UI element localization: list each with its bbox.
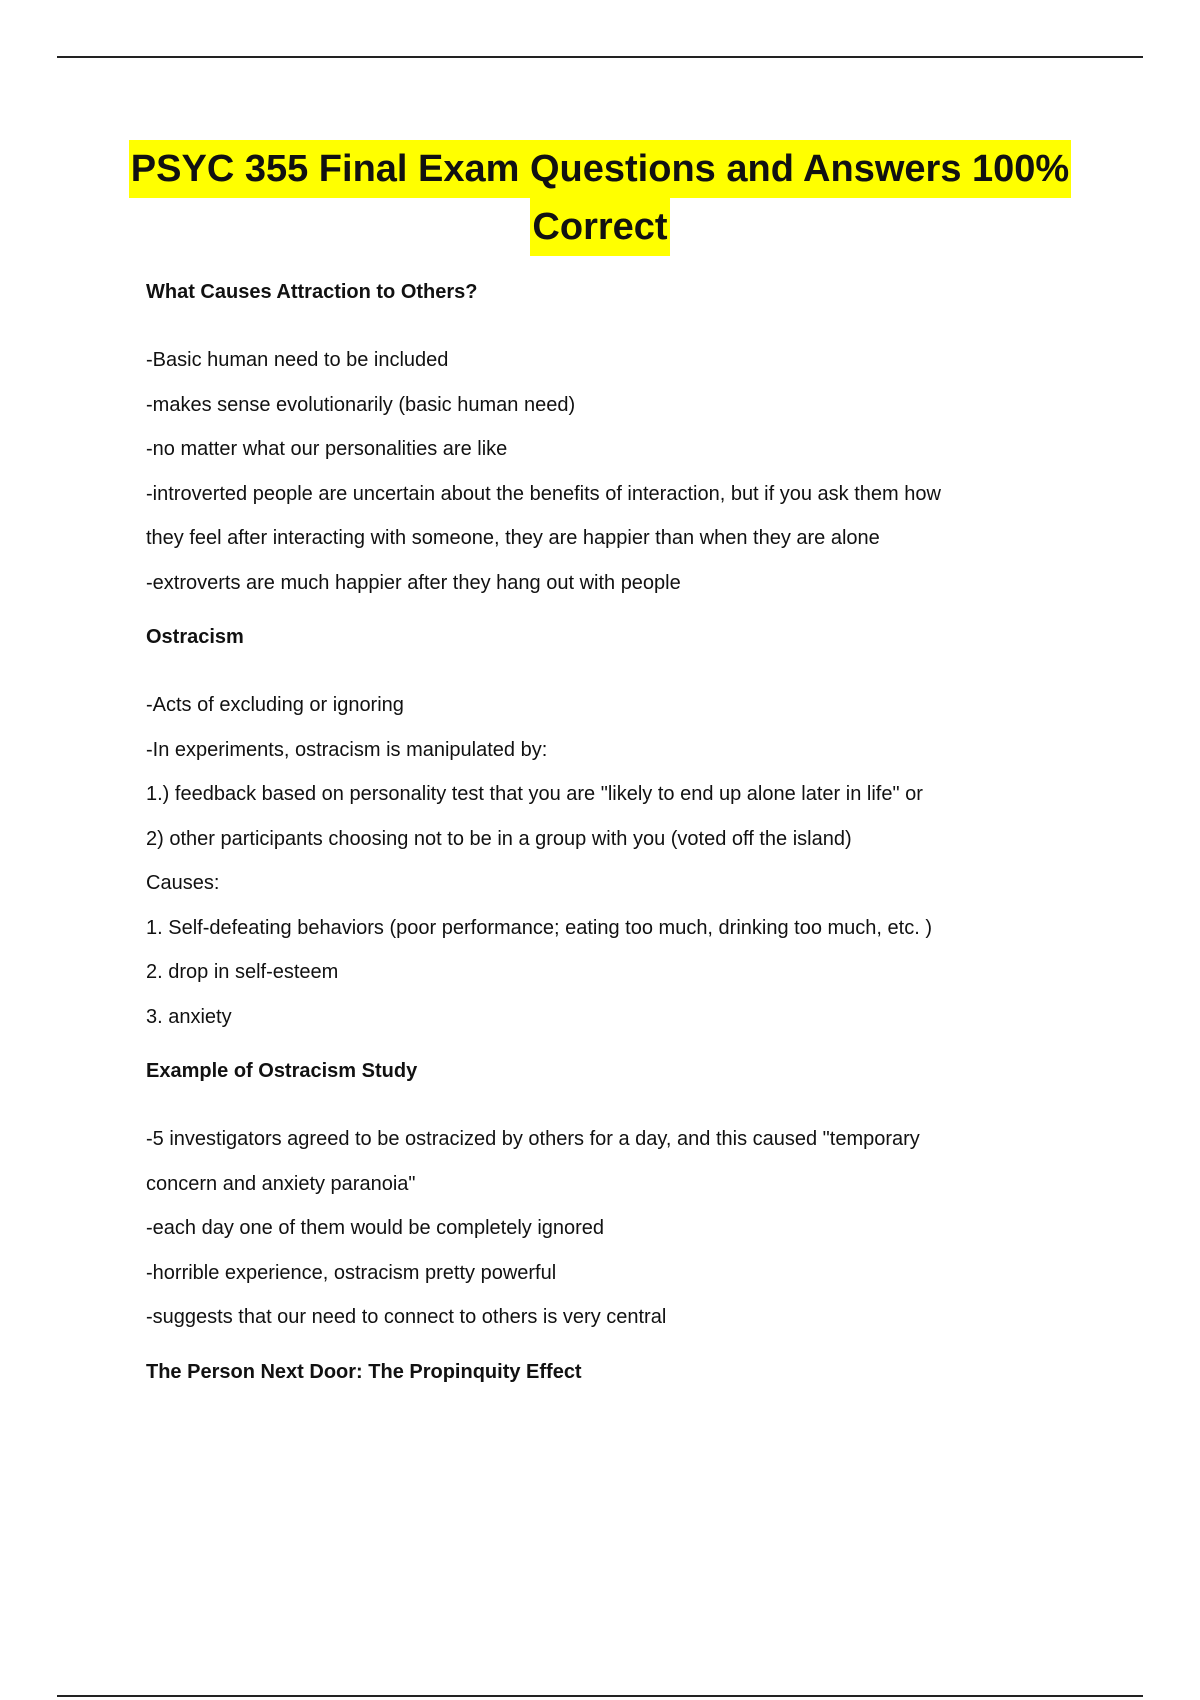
list-item: Causes: [146, 872, 220, 894]
document-body [146, 277, 1066, 1418]
section-heading: Ostracism [146, 626, 244, 648]
section-heading: Example of Ostracism Study [146, 1060, 418, 1082]
list-item: -extroverts are much happier after they hang out with people [146, 571, 681, 594]
document-title [100, 140, 1100, 256]
list-item: -suggests that our need to connect to others is very central [146, 1306, 667, 1328]
section-attraction [146, 277, 1066, 605]
list-item: -introverted people are uncertain about the benefits of interaction, but if you ask them how [146, 482, 941, 505]
list-item: concern and anxiety paranoia" [146, 1172, 416, 1195]
list-item: -makes sense evolutionarily (basic human need) [146, 393, 576, 416]
list-item: -Acts of excluding or ignoring [146, 694, 404, 716]
section-ostracism-study [146, 1056, 1066, 1340]
top-rule [57, 56, 1143, 58]
section-heading: The Person Next Door: The Propinquity Effect [146, 1360, 582, 1383]
list-item: -no matter what our personalities are like [146, 438, 508, 460]
document-title-line-1: PSYC 355 Final Exam Questions and Answers 100% [129, 140, 1071, 198]
list-item: -each day one of them would be completely ignored [146, 1217, 605, 1239]
section-heading: What Causes Attraction to Others? [146, 281, 478, 303]
section-ostracism [146, 622, 1066, 1039]
list-item: -Basic human need to be included [146, 349, 449, 371]
list-item: 2) other participants choosing not to be in a group with you (voted off the island) [146, 827, 852, 850]
list-item: -In experiments, ostracism is manipulated by: [146, 738, 548, 761]
bottom-rule [57, 1695, 1143, 1697]
list-item: 1. Self-defeating behaviors (poor performance; eating too much, drinking too much, etc. ) [146, 916, 932, 939]
list-item: -horrible experience, ostracism pretty powerful [146, 1261, 557, 1284]
list-item: they feel after interacting with someone, they are happier than when they are alone [146, 527, 880, 549]
document-title-line-2: Correct [530, 198, 669, 256]
list-item: 1.) feedback based on personality test that you are "likely to end up alone later in life" or [146, 783, 923, 805]
list-item: 3. anxiety [146, 1005, 232, 1028]
list-item: 2. drop in self-esteem [146, 961, 339, 983]
section-propinquity [146, 1357, 1066, 1387]
list-item: -5 investigators agreed to be ostracized by others for a day, and this caused "temporary [146, 1128, 920, 1150]
